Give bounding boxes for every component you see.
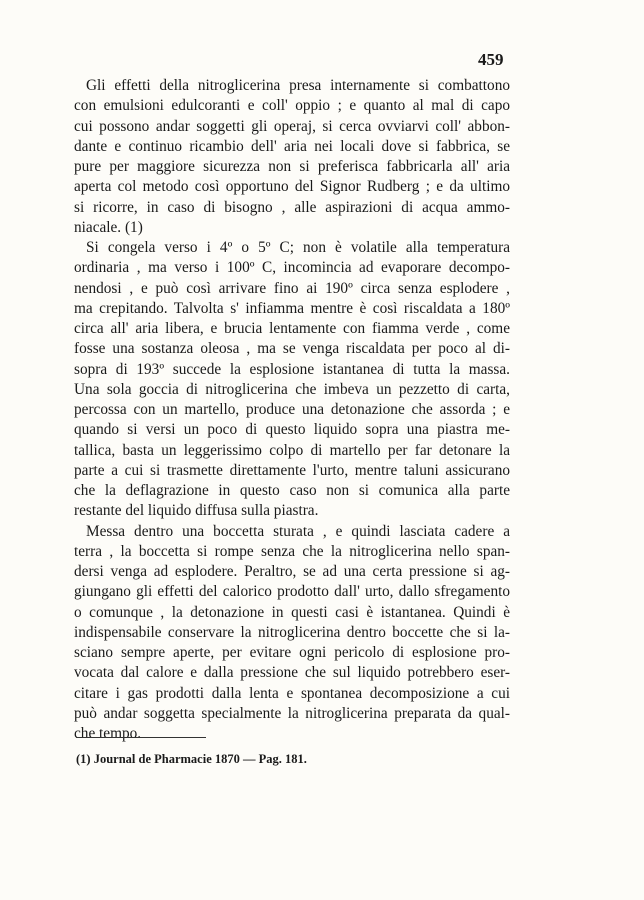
text-line: circa all' aria libera, e brucia lentamente con fiamma verde , come (74, 320, 510, 337)
text-line: cui possono andar soggetti gli operaj, si cerca ovviarvi coll' abbon- (74, 117, 510, 135)
text-line: niacale. (1) (74, 218, 143, 236)
text-line: può andar soggetta specialmente la nitroglicerina preparata da qual- (74, 704, 510, 722)
text-line: percossa con un martello, produce una detonazione che assorda ; e (74, 401, 510, 418)
page-number: 459 (478, 50, 504, 69)
text-line: citare i gas prodotti dalla lenta e spontanea decomposizione a cui (74, 684, 510, 702)
text-line: ma crepitando. Talvolta s' infiamma mentre è così riscaldata a 180º (74, 299, 510, 317)
text-line: fosse una sostanza oleosa , ma se venga riscaldata per poco al di- (74, 340, 510, 358)
text-line: vocata dal calore e dalla pressione che sul liquido potrebbero eser- (74, 664, 510, 682)
text-line: aperta col metodo così opportuno del Signor Rudberg ; e da ultimo (74, 178, 510, 196)
text-line: giungano gli effetti del calorico prodotto dall' urto, dallo sfregamento (74, 583, 510, 601)
body-text (74, 76, 510, 744)
text-line: nendosi , e può così arrivare fino ai 190º circa senza esplodere , (74, 279, 510, 297)
footnote-divider (76, 737, 206, 738)
text-line: pure per maggiore sicurezza non si preferisca fabbricarla all' aria (74, 158, 510, 175)
text-line: terra , la boccetta si rompe senza che la nitroglicerina nello span- (74, 542, 510, 560)
text-line: che tempo. (74, 725, 142, 742)
text-line: o comunque , la detonazione in questi casi è istantanea. Quindi è (74, 603, 510, 621)
text-line: dante e continuo ricambio dell' aria nei locali dove si fabbrica, se (74, 137, 510, 155)
text-line: indispensabile conservare la nitroglicerina dentro boccette che si la- (74, 623, 510, 641)
text-line: ordinaria , ma verso i 100º C, incomincia ad evaporare decompo- (74, 259, 510, 277)
text-line: Messa dentro una boccetta sturata , e quindi lasciata cadere a (86, 522, 510, 540)
text-line: si ricorre, in caso di bisogno , alle aspirazioni di acqua ammo- (74, 198, 510, 216)
text-line: parte a cui si trasmette direttamente l'urto, mentre taluni assicurano (74, 461, 510, 479)
text-line: dersi venga ad esplodere. Peraltro, se ad una certa pressione si ag- (74, 563, 510, 580)
text-line: tallica, basta un leggerissimo colpo di martello per far detonare la (74, 441, 510, 459)
text-line: che la deflagrazione in questo caso non si comunica alla parte (74, 482, 510, 499)
text-line: Gli effetti della nitroglicerina presa internamente si combattono (86, 77, 510, 94)
text-line: sopra di 193º succede la esplosione istantanea di tutta la massa. (74, 360, 510, 378)
text-line: Si congela verso i 4º o 5º C; non è volatile alla temperatura (86, 239, 510, 256)
text-line: con emulsioni edulcoranti e coll' oppio ; e quanto al mal di capo (74, 97, 510, 115)
text-line: quando si versi un poco di questo liquido sopra una piastra me- (74, 421, 510, 439)
text-line: restante del liquido diffusa sulla piastra. (74, 502, 319, 520)
footnote: (1) Journal de Pharmacie 1870 — Pag. 181. (76, 752, 307, 766)
text-line: sciano sempre aperte, per evitare ogni pericolo di esplosione pro- (74, 644, 510, 661)
text-line: Una sola goccia di nitroglicerina che imbeva un pezzetto di carta, (74, 380, 510, 398)
